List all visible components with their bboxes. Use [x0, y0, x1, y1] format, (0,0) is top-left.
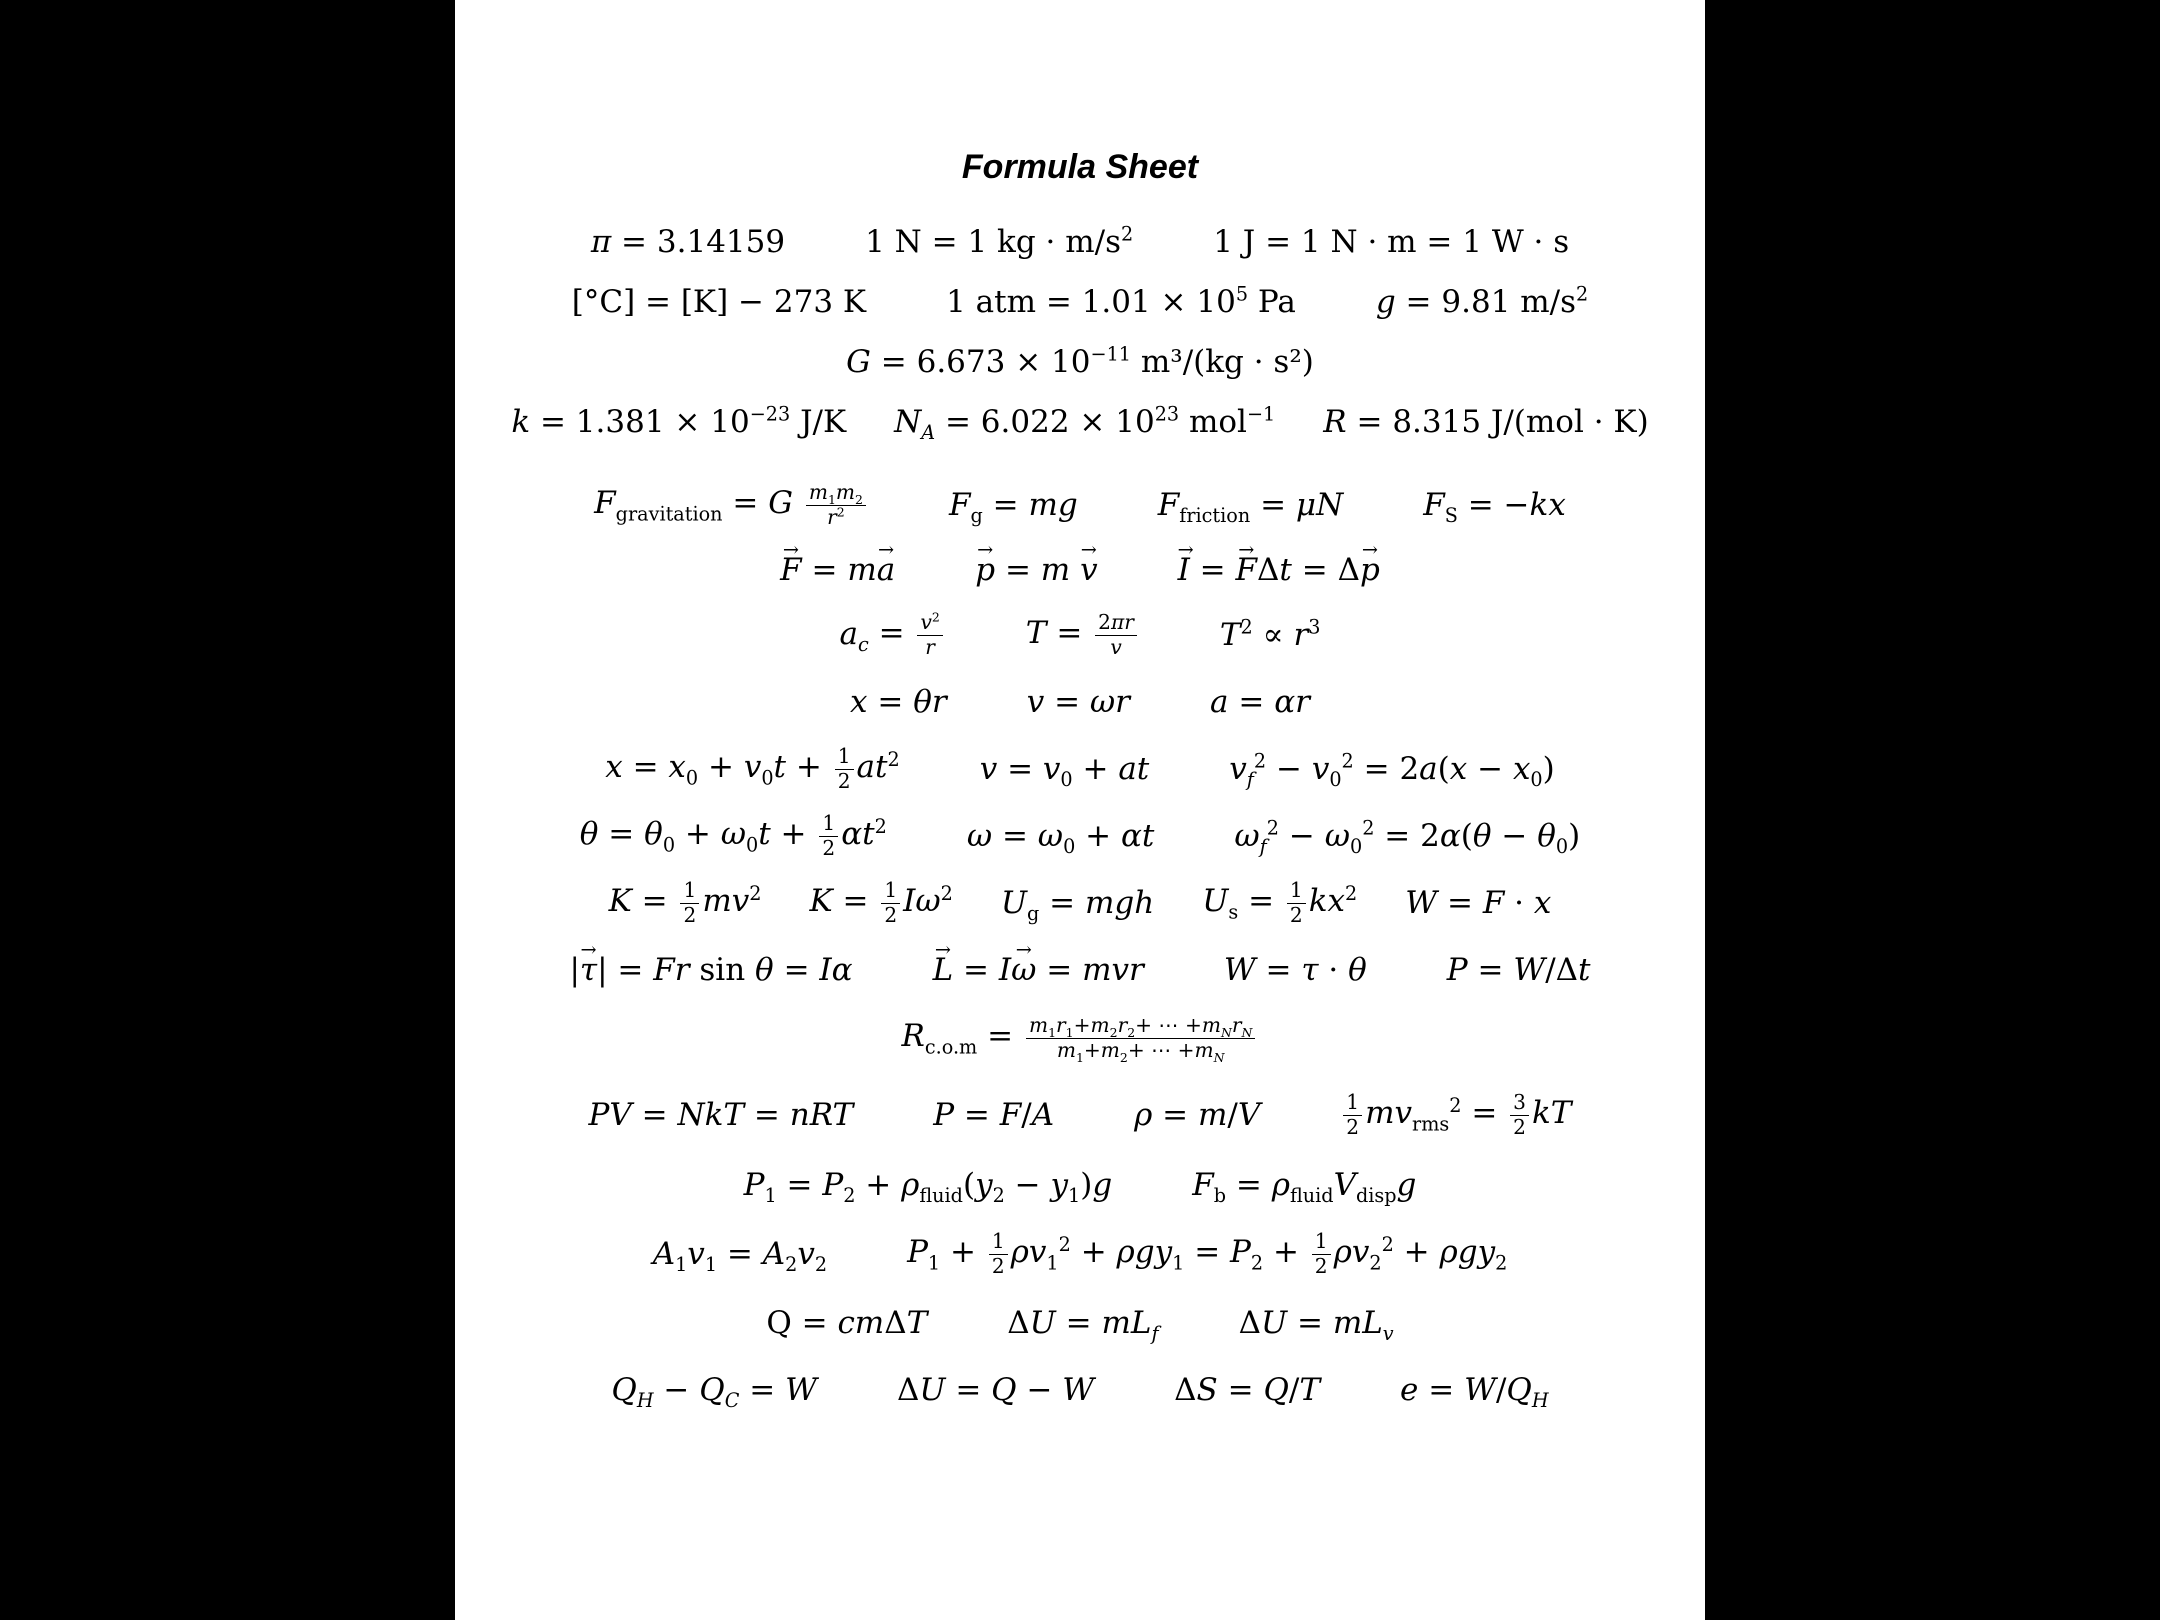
formula-heat-engine: $Q_H - Q_C = W$ [611, 1372, 817, 1413]
formula-velocity: $v = v_0$ + at [979, 751, 1150, 792]
formula-density: ρ = m/V [1134, 1097, 1261, 1133]
fluid-pressure-row [455, 1153, 1705, 1217]
formula-heat: Q = cmΔT [766, 1305, 928, 1341]
formula-gravitational-potential: $U_g$ = mgh [1000, 885, 1155, 926]
formula-gravitation: $F_{gravitation} = G$ $\frac{m_1m_2}{r^2}$ [594, 481, 869, 528]
formula-torque: |→ τ| = Fr sin θ = Iα [569, 952, 852, 988]
formula-work: W = F · x [1405, 885, 1552, 921]
formula-tangential-velocity: v = ωr [1026, 684, 1131, 720]
formula-buoyancy: $F_b = \rho_{fluid}V_{disp}g$ [1192, 1167, 1417, 1208]
formula-tangential-acceleration: a = αr [1210, 684, 1310, 720]
formula-sheet-page [455, 0, 1705, 1620]
formula-center-of-mass: $R_{c.o.m}$ = $m_1r_1+m_2r_2+$ ⋯ $+m_Nr_N$ $m_1+m_2+$ ⋯ $+m_N$ [902, 1014, 1259, 1061]
heat-row [455, 1291, 1705, 1355]
boltzmann-constant: $k = 1.381 \times 10^{-23}$ J/K [511, 402, 847, 440]
rotational-kinematics-row [455, 804, 1705, 868]
pi-constant: π = 3.14159 [590, 224, 786, 260]
momentum-row [455, 538, 1705, 602]
celsius-definition: [°C] = [K] − 273 K [571, 284, 867, 320]
formula-continuity: $A_1v_1 = A_2v_2$ [652, 1236, 828, 1277]
formula-hydrostatic-pressure: $P_1 = P_2 + \rho_{fluid}(y_2 - y_1)g$ [743, 1167, 1113, 1208]
newton-definition: 1 N = 1 kg · $m/s^2$ [865, 222, 1134, 260]
circular-motion-row [455, 603, 1705, 667]
formula-angle: $\theta = \theta_0 + \omega_0t$ + $\frac{1}{2}$ $\alpha t^2$ [579, 811, 887, 860]
formula-period: T = $\frac{2\pi r}{v}$ [1026, 611, 1140, 658]
page-title: Formula Sheet [961, 148, 1199, 186]
formula-efficiency: $e = W/Q_H$ [1400, 1372, 1549, 1413]
formula-velocity-squared: $v_f^2 - v_0^2 = 2a(x - x_0)$ [1229, 749, 1555, 792]
formula-angular-velocity-squared: $\omega_f^2 - \omega_0^2 = 2\alpha(\theta - \theta_0)$ [1234, 816, 1581, 859]
fluid-flow-row [455, 1222, 1705, 1286]
formula-bernoulli: $P_1$ + $\frac{1}{2}$ $\rho v_1^2 + \rho gy_1 = P_2$ + $\frac{1}{2}$ $\rho v_2^2 + \rho gy_2$ [907, 1229, 1508, 1278]
thermodynamics-row [455, 1358, 1705, 1422]
formula-arc-length: x = θr [850, 684, 947, 720]
formula-rotational-kinetic-energy: K = $\frac{1}{2}$ $I\omega^2$ [809, 878, 953, 927]
formula-spring: $F_S = -kx$ [1423, 487, 1566, 528]
formula-position: $x = x_0 + v_0t$ + $\frac{1}{2}$ $at^2$ [605, 744, 900, 793]
formula-latent-heat-fusion: $\Delta U = mL_f$ [1007, 1305, 1159, 1346]
avogadro-number: $N_A = 6.022 \times 10^{23}$ mol$^{-1}$ [894, 402, 1276, 445]
energy-row [455, 871, 1705, 935]
formula-kinetic-energy: K = $\frac{1}{2}$ $mv^2$ [608, 878, 762, 927]
gravitational-constant: $G = 6.673 \times 10^{-11}$ m³/(kg · s²) [846, 342, 1314, 380]
gravity-acceleration: g = 9.81 $m/s^2$ [1375, 282, 1589, 320]
linear-kinematics-row [455, 737, 1705, 801]
gas-row [455, 1083, 1705, 1147]
formula-angular-momentum: → L = I→ ω = mvr [933, 952, 1144, 988]
formula-momentum: → p = m → v [975, 552, 1097, 588]
constants-row-3 [455, 330, 1705, 394]
atm-definition: 1 atm = $1.01 \times 10^5$ Pa [946, 282, 1296, 320]
formula-entropy: ΔS = Q/T [1174, 1372, 1321, 1408]
formula-angular-velocity: $\omega = \omega_0 + \alpha t$ [966, 818, 1155, 859]
formula-friction: $F_{friction} = \mu N$ [1157, 487, 1344, 528]
formula-first-law: ΔU = Q − W [896, 1372, 1095, 1408]
formula-weight: $F_g$ = mg [948, 487, 1078, 528]
joule-definition: 1 J = 1 N · m = 1 W · s [1213, 224, 1570, 260]
center-of-mass-row [455, 1006, 1705, 1070]
formula-latent-heat-vaporization: $\Delta U = mL_v$ [1238, 1305, 1394, 1346]
rotational-relations-row [455, 670, 1705, 734]
forces-row [455, 473, 1705, 537]
formula-kepler: $T^2 \propto r^3$ [1219, 615, 1321, 653]
formula-rotational-work: W = τ · θ [1223, 952, 1367, 988]
formula-rms-energy: $\frac{1}{2}$ $mv_{rms}^2$ = $\frac{3}{2}$ kT [1340, 1091, 1571, 1138]
formula-pressure: P = F/A [933, 1097, 1055, 1133]
formula-ideal-gas: PV = NkT = nRT [588, 1097, 854, 1133]
formula-centripetal: $a_c$ = $\frac{v^2}{r}$ [840, 611, 946, 658]
constants-row-1 [455, 210, 1705, 274]
constants-row-4 [455, 390, 1705, 454]
formula-spring-potential: $U_s$ = $\frac{1}{2}$ $kx^2$ [1202, 878, 1358, 927]
formula-power: P = W/Δt [1446, 952, 1591, 988]
torque-row [455, 938, 1705, 1002]
formula-impulse: → I = → FΔt = Δ→ p [1178, 552, 1380, 588]
gas-constant: R = 8.315 J/(mol · K) [1323, 404, 1649, 440]
constants-row-2 [455, 270, 1705, 334]
formula-newton-second-law: → F = m→ a [780, 552, 895, 588]
